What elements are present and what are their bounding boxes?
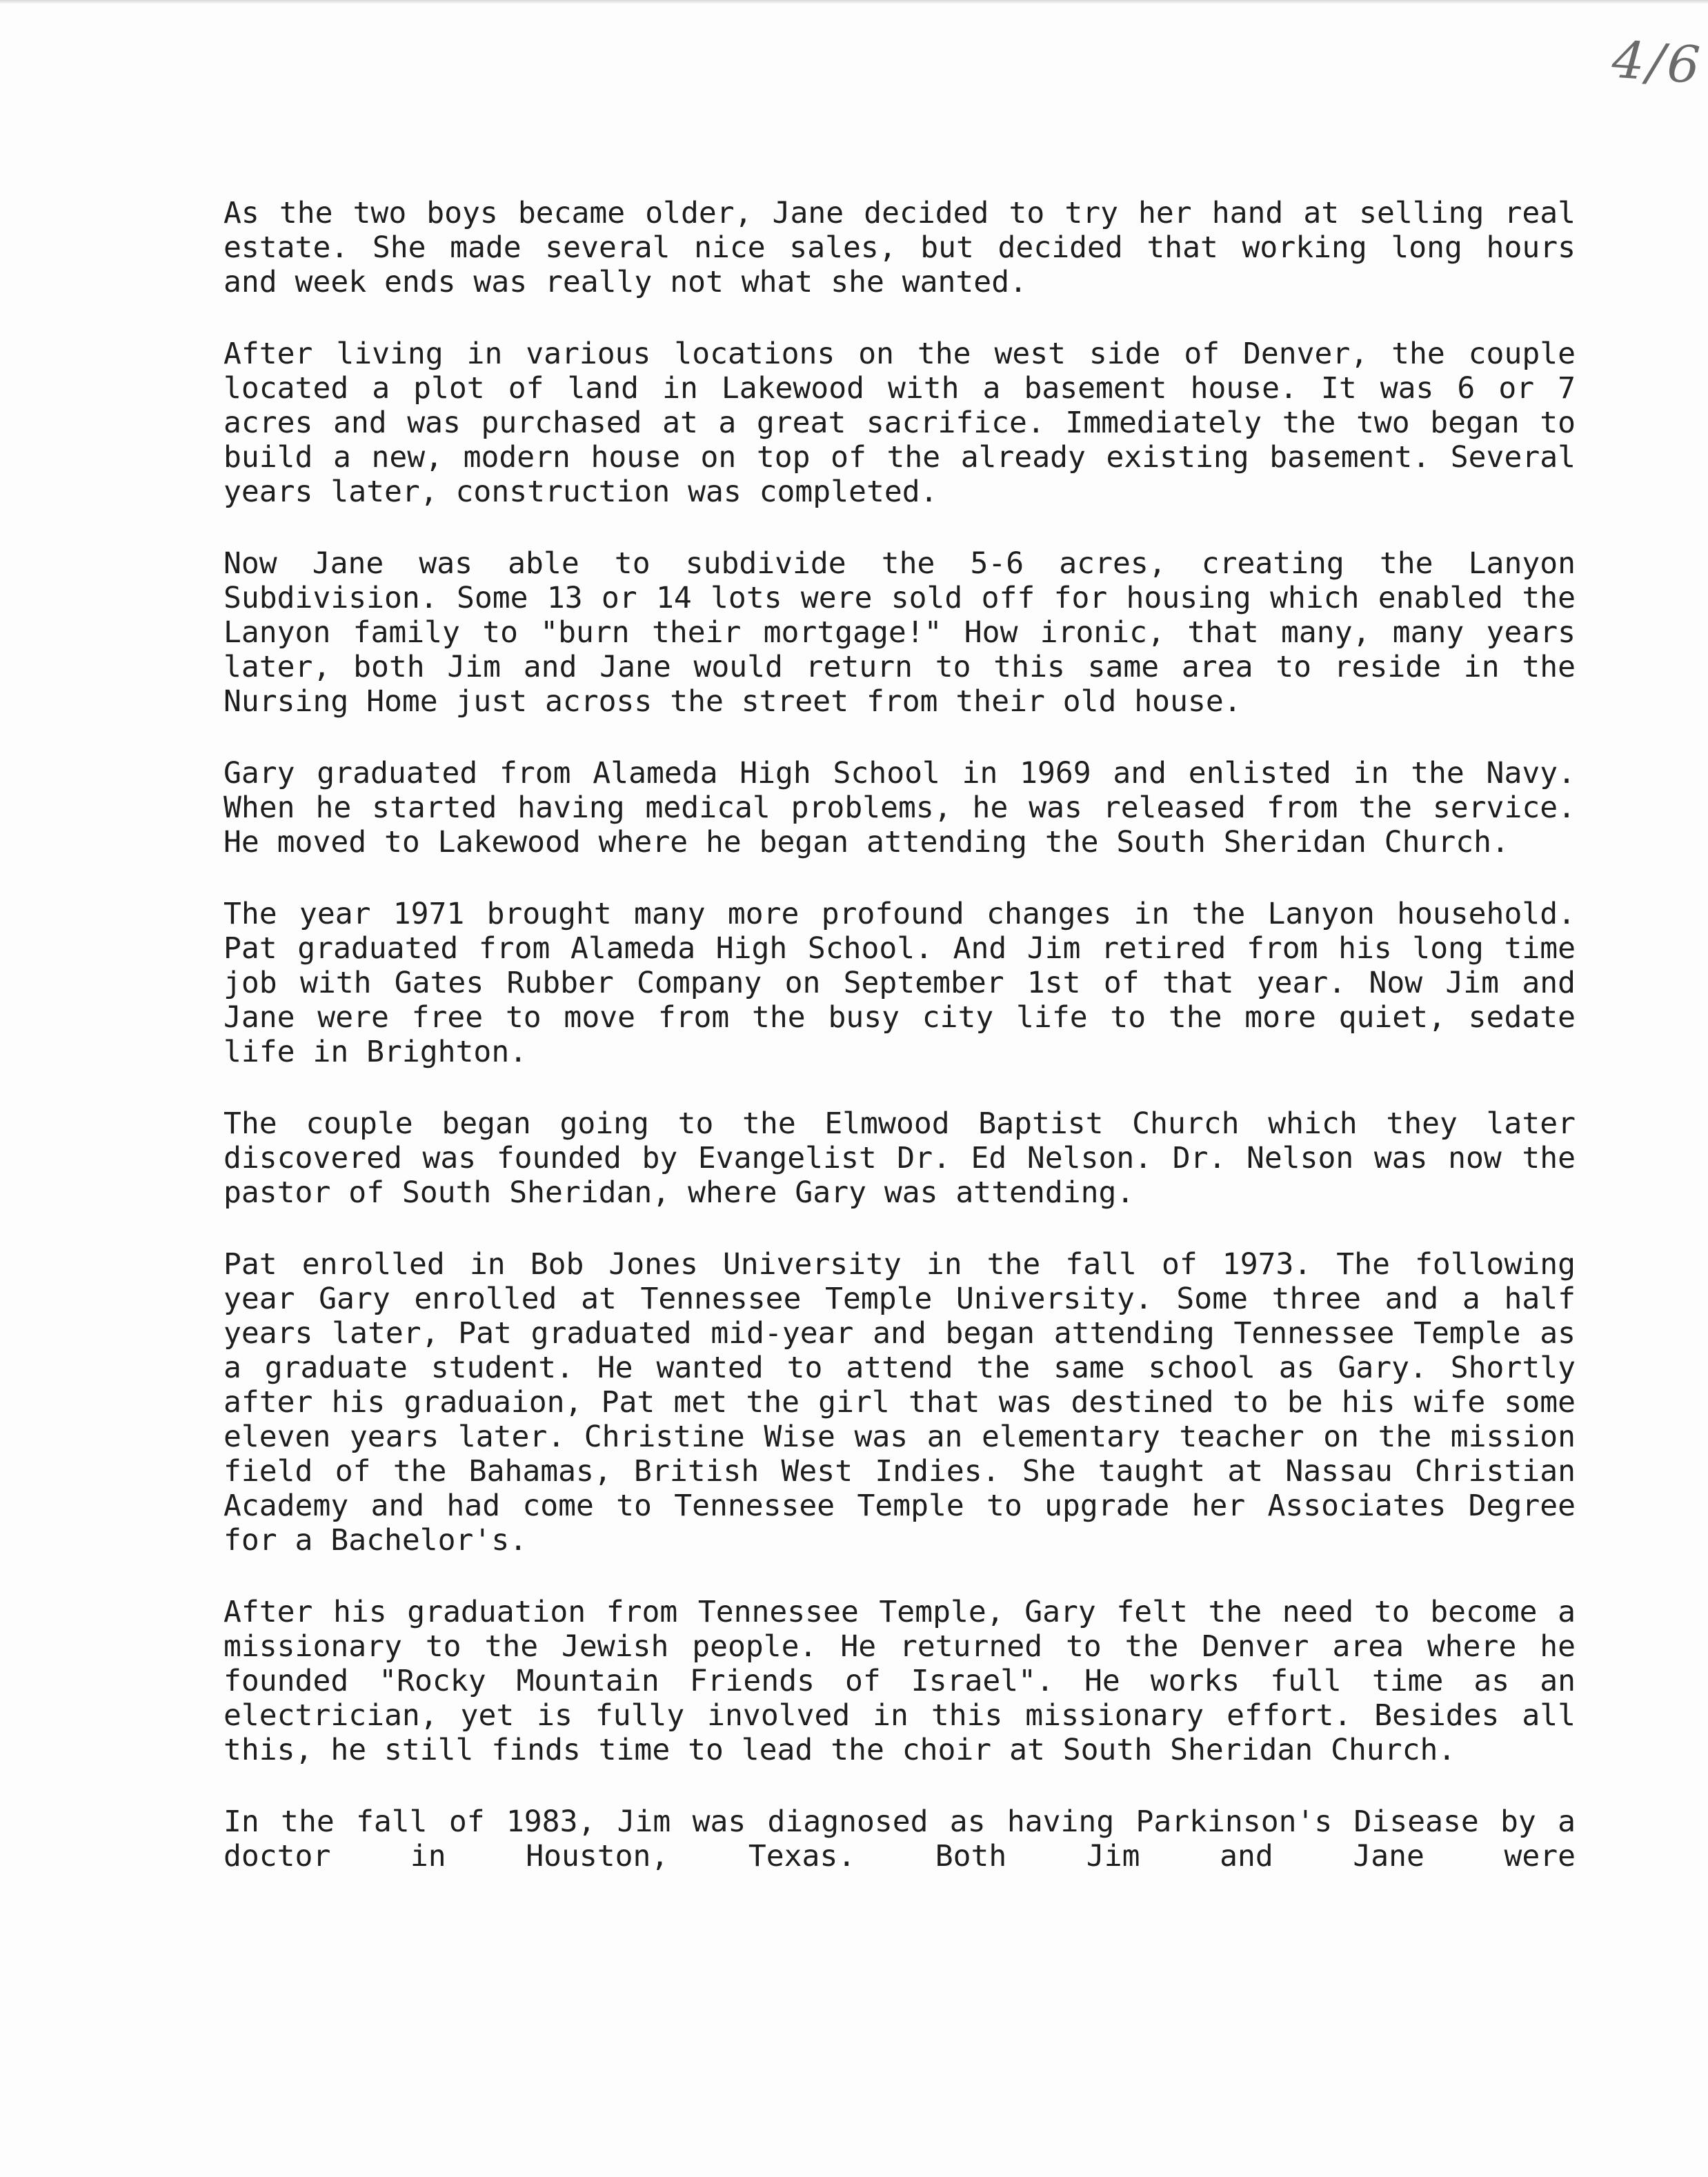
- paragraph-lakewood-house: After living in various locations on the west side of Denver, the couple located a plot of land in Lakewood with a basement house. It was 6 or 7 acres and was purchased at a great sacrifice. Immediately the two began to build a new, modern house on top of the already existing basement. Several years later, construction was completed.: [224, 337, 1576, 509]
- paragraph-real-estate: As the two boys became older, Jane decided to try her hand at selling real estate. She made several nice sales, but decided that working long hours and week ends was really not what she wanted.: [224, 196, 1576, 299]
- paragraph-parkinsons: In the fall of 1983, Jim was diagnosed as having Parkinson's Disease by a doctor in Houston, Texas. Both Jim and Jane were: [224, 1805, 1576, 1873]
- paragraph-subdivision: Now Jane was able to subdivide the 5-6 acres, creating the Lanyon Subdivision. Some 13 or 14 lots were sold off for housing which enabled the Lanyon family to "burn their mortgage!" How ironic, that many, many years later, both Jim and Jane would return to this same area to reside in the Nursing Home just across the street from their old house.: [224, 546, 1576, 719]
- paragraph-university: Pat enrolled in Bob Jones University in the fall of 1973. The following year Gary enrolled at Tennessee Temple University. Some three and a half years later, Pat graduated mid-year and began attending Tennessee Temple as a graduate student. He wanted to attend the same school as Gary. Shortly after his graduaion, Pat met the girl that was destined to be his wife some eleven years later. Christine Wise was an elementary teacher on the mission field of the Bahamas, British West Indies. She taught at Nassau Christian Academy and had come to Tennessee Temple to upgrade her Associates Degree for a Bachelor's.: [224, 1247, 1576, 1558]
- paragraph-elmwood-church: The couple began going to the Elmwood Baptist Church which they later discovered was founded by Evangelist Dr. Ed Nelson. Dr. Nelson was now the pastor of South Sheridan, where Gary was attending.: [224, 1106, 1576, 1210]
- page-number: 4/6: [1610, 30, 1705, 96]
- paragraph-missionary: After his graduation from Tennessee Temple, Gary felt the need to become a missionary to the Jewish people. He returned to the Denver area where he founded "Rocky Mountain Friends of Israel". He works full time as an electrician, yet is fully involved in this missionary effort. Besides all this, he still finds time to lead the choir at South Sheridan Church.: [224, 1595, 1576, 1767]
- scan-edge: [0, 0, 1708, 4]
- paragraph-1971-changes: The year 1971 brought many more profound changes in the Lanyon household. Pat graduated from Alameda High School. And Jim retired from his long time job with Gates Rubber Company on September 1st of that year. Now Jim and Jane were free to move from the busy city life to the more quiet, sedate life in Brighton.: [224, 897, 1576, 1069]
- paragraph-gary-navy: Gary graduated from Alameda High School in 1969 and enlisted in the Navy. When he started having medical problems, he was released from the service. He moved to Lakewood where he began attending the South Sheridan Church.: [224, 756, 1576, 859]
- body-text: [224, 196, 1576, 1911]
